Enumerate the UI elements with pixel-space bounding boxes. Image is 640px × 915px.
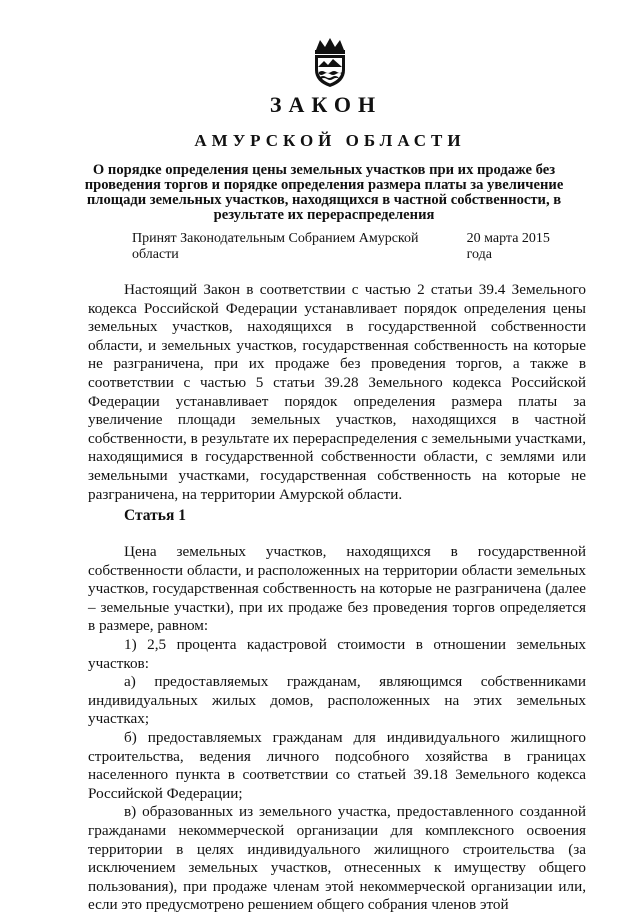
adopted-by: Принят Законодательным Собранием Амурской области	[132, 231, 419, 262]
article-paragraph: Цена земельных участков, находящихся в государственной собственности области, и расположенных на территории области земельных участков, государственная собственность на которые не разграничена (далее – земельные участки), при их продаже без проведения торгов определяется в размере, равном:	[88, 543, 586, 635]
law-title: ЗАКОН	[269, 92, 383, 117]
intro-paragraph: Настоящий Закон в соответствии с частью 2 статьи 39.4 Земельного кодекса Российской Федерации устанавливает порядок определения цены земельных участков, находящихся в государственной собственности области, и земельных участков, государственная собственность на которые не разграничена, при их продаже без проведения торгов, а также в соответствии с частью 5 статьи 39.28 Земельного кодекса Российской Федерации устанавливает порядок определения размера платы за увеличение площади земельных участков, находящихся в частной собственности, в результате их перераспределения с земельными участками, находящимися в государственной собственности области, с землями или земельными участками, государственная собственность на которые не разграничена, на территории Амурской области.	[88, 281, 586, 503]
adoption-row	[132, 231, 578, 263]
article-1-body	[88, 543, 586, 915]
article-paragraph: 1) 2,5 процента кадастровой стоимости в отношении земельных участков:	[88, 635, 586, 672]
article-paragraph: в) образованных из земельного участка, предоставленного созданной гражданами некоммерческой организации для комплексного освоения территории в целях индивидуального жилищного строительства (за исключением земельных участков, отнесенных к имуществу общего пользования), при продаже членам этой некоммерческой организации или, если это предусмотрено решением общего собрания членов этой	[88, 803, 586, 914]
amur-region-coat-of-arms-icon	[304, 36, 356, 88]
region-title: АМУРСКОЙ ОБЛАСТИ	[194, 131, 466, 150]
article-paragraph: а) предоставляемых гражданам, являющимся собственниками индивидуальных жилых домов, расположенных на этих земельных участках;	[88, 673, 586, 728]
article-1-heading: Статья 1	[124, 507, 186, 524]
article-paragraph: б) предоставляемых гражданам для индивидуального жилищного строительства, ведения личного подсобного хозяйства в границах населенного пункта в соответствии со статьей 39.18 Земельного кодекса Российской Федерации;	[88, 728, 586, 802]
law-subject: О порядке определения цены земельных участков при их продаже без проведения торгов и порядке определения размера платы за увеличение площади земельных участков, находящихся в частной собственности, в результате их перераспределения	[84, 162, 564, 223]
intro-section	[88, 281, 586, 504]
adoption-date: 20 марта 2015 года	[466, 231, 550, 262]
